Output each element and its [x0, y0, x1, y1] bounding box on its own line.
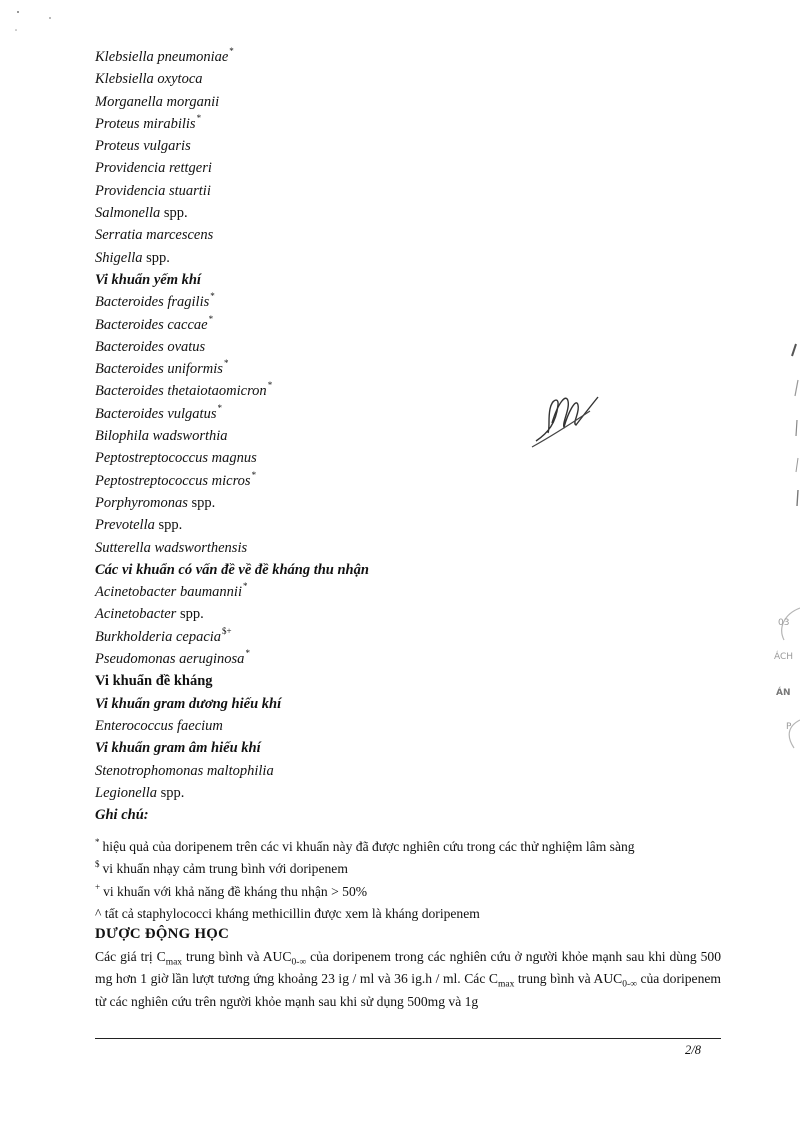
footnote-symbol: +: [95, 881, 101, 892]
organism-entry: [95, 470, 735, 492]
para-subscript: 0-∞: [291, 957, 307, 968]
footnotes: [95, 836, 735, 925]
edge-scan-mark: [780, 340, 800, 510]
organism-entry: [95, 447, 735, 469]
organism-entry: [95, 626, 735, 648]
organism-entry: [95, 68, 735, 90]
partial-stamp: [770, 600, 800, 750]
organism-entry: [95, 157, 735, 179]
entry-name: Porphyromonas: [95, 494, 188, 511]
footnote-text: hiệu quả của doripenem trên các vi khuẩn này đã được nghiên cứu trong các thử nghiệm lâm sàng: [102, 839, 635, 854]
para-subscript: max: [165, 957, 183, 968]
footnote-marker: *: [245, 648, 250, 659]
handwritten-signature: [528, 383, 604, 449]
footnote-marker: *: [208, 313, 214, 324]
footnote-marker: *: [217, 402, 222, 413]
footnote-marker: *: [242, 581, 248, 592]
entry-name: Prevotella: [95, 517, 155, 534]
section-title: DƯỢC ĐỘNG HỌC: [95, 926, 230, 942]
organism-entry: [95, 202, 735, 224]
entry-name: Bacteroides caccae: [95, 316, 208, 333]
entry-name: Các vi khuẩn có vấn đề về đề kháng thu nhận: [95, 561, 369, 578]
category-heading: [95, 670, 735, 692]
entry-name: Morganella morganii: [95, 93, 220, 110]
entry-name: Burkholderia cepacia: [95, 628, 222, 645]
category-heading: [95, 269, 735, 291]
stamp-text: P: [786, 722, 792, 732]
entry-suffix: spp.: [154, 517, 183, 534]
organism-entry: [95, 247, 735, 269]
entry-name: Legionella: [95, 784, 158, 801]
footnote-marker: *: [210, 291, 215, 302]
entry-suffix: spp.: [160, 205, 188, 222]
organism-entry: [95, 113, 735, 135]
organism-entry: [95, 380, 735, 402]
entry-name: Providencia stuartii: [95, 182, 211, 199]
stamp-text: ÁCH: [774, 652, 794, 662]
entry-name: Bacteroides uniformis: [95, 361, 223, 378]
footnote-text: vi khuẩn với khả năng đề kháng thu nhận > 50%: [103, 883, 368, 899]
organism-entry: [95, 224, 735, 246]
organism-entry: [95, 336, 735, 358]
entry-name: Proteus vulgaris: [95, 138, 191, 155]
entry-name: Acinetobacter: [95, 606, 177, 623]
organism-list: [95, 46, 735, 826]
stamp-text: 03: [778, 618, 790, 628]
category-heading: [95, 693, 735, 715]
footnote-item: [95, 836, 735, 858]
organism-entry: [95, 603, 735, 625]
entry-suffix: spp.: [142, 249, 170, 266]
entry-suffix: spp.: [187, 494, 216, 511]
organism-entry: [95, 358, 735, 380]
entry-name: Proteus mirabilis: [95, 115, 196, 132]
footnote-item: [95, 903, 735, 925]
stamp-text: ÁN: [776, 688, 791, 698]
entry-name: Bacteroides thetaiotaomicron: [95, 383, 267, 400]
organism-entry: [95, 648, 735, 670]
footnote-symbol: $: [95, 859, 100, 870]
footnote-item: [95, 858, 735, 880]
footnote-item: [95, 881, 735, 903]
footnote-symbol: *: [95, 837, 100, 847]
entry-name: Peptostreptococcus micros: [95, 472, 251, 489]
entry-name: Peptostreptococcus magnus: [95, 450, 257, 467]
para-text: của doripenem trong các nghiên cứu ở người khỏe mạnh sau khi dùng 500 mg hơn 1 giờ lần lượt tương ứng khoảng 23 ig / ml và 36 ig.h / ml. Các C: [95, 949, 722, 987]
organism-entry: [95, 715, 735, 737]
category-heading: [95, 804, 735, 826]
organism-entry: [95, 180, 735, 202]
entry-name: Bacteroides ovatus: [95, 338, 206, 355]
para-text: trung bình và AUC: [182, 949, 292, 964]
organism-entry: [95, 425, 735, 447]
footnote-marker: $+: [222, 625, 232, 636]
footnote-text: vi khuẩn nhạy cảm trung bình với doripenem: [102, 861, 348, 877]
entry-name: Bacteroides fragilis: [95, 294, 210, 311]
para-text: trung bình và AUC: [514, 971, 623, 987]
entry-suffix: spp.: [157, 784, 185, 801]
pharmacokinetics-paragraph: [95, 946, 721, 1013]
footer-rule: [95, 1038, 721, 1039]
page-number: 2/8: [685, 1043, 701, 1057]
entry-name: Klebsiella oxytoca: [95, 71, 203, 88]
entry-name: Klebsiella pneumoniae: [95, 49, 229, 65]
para-subscript: max: [498, 980, 515, 991]
entry-name: Shigella: [95, 249, 143, 266]
footnote-text: ^ tất cả staphylococci kháng methicillin được xem là kháng doripenem: [95, 905, 480, 921]
entry-name: Vi khuẩn gram âm hiếu khí: [95, 740, 261, 757]
organism-entry: [95, 314, 735, 336]
para-text: Các giá trị C: [95, 949, 166, 964]
entry-name: Vi khuẩn đề kháng: [95, 673, 213, 690]
organism-entry: [95, 91, 735, 113]
organism-entry: [95, 782, 735, 804]
category-heading: [95, 559, 735, 581]
organism-entry: [95, 291, 735, 313]
entry-name: Serratia marcescens: [95, 227, 214, 244]
footnote-marker: *: [229, 46, 234, 56]
entry-name: Stenotrophomonas maltophilia: [95, 762, 274, 779]
entry-name: Salmonella: [95, 205, 161, 222]
entry-name: Ghi chú:: [95, 807, 149, 824]
organism-entry: [95, 403, 735, 425]
entry-suffix: spp.: [176, 606, 204, 623]
footnote-marker: *: [196, 112, 202, 123]
entry-name: Bilophila wadsworthia: [95, 428, 228, 445]
entry-name: Acinetobacter baumannii: [95, 584, 242, 601]
entry-name: Enterococcus faecium: [95, 717, 223, 734]
organism-entry: [95, 135, 735, 157]
entry-name: Pseudomonas aeruginosa: [95, 651, 245, 668]
scan-speck-marks: [0, 0, 60, 40]
organism-entry: [95, 760, 735, 782]
organism-entry: [95, 492, 735, 514]
entry-name: Sutterella wadsworthensis: [95, 539, 248, 556]
organism-entry: [95, 46, 735, 68]
organism-entry: [95, 581, 735, 603]
category-heading: [95, 737, 735, 759]
organism-entry: [95, 514, 735, 536]
entry-name: Bacteroides vulgatus: [95, 405, 217, 422]
para-subscript: 0-∞: [622, 980, 637, 991]
entry-name: Vi khuẩn gram dương hiếu khí: [95, 695, 282, 712]
para-text: của doripenem từ các nghiên cứu trên người khỏe mạnh sau khi sử dụng 500mg và 1g: [95, 971, 721, 1009]
organism-entry: [95, 537, 735, 559]
footnote-marker: *: [251, 469, 257, 480]
footnote-marker: *: [267, 380, 273, 391]
entry-name: Providencia rettgeri: [95, 160, 212, 177]
entry-name: Vi khuẩn yếm khí: [95, 271, 201, 288]
footnote-marker: *: [223, 358, 229, 369]
